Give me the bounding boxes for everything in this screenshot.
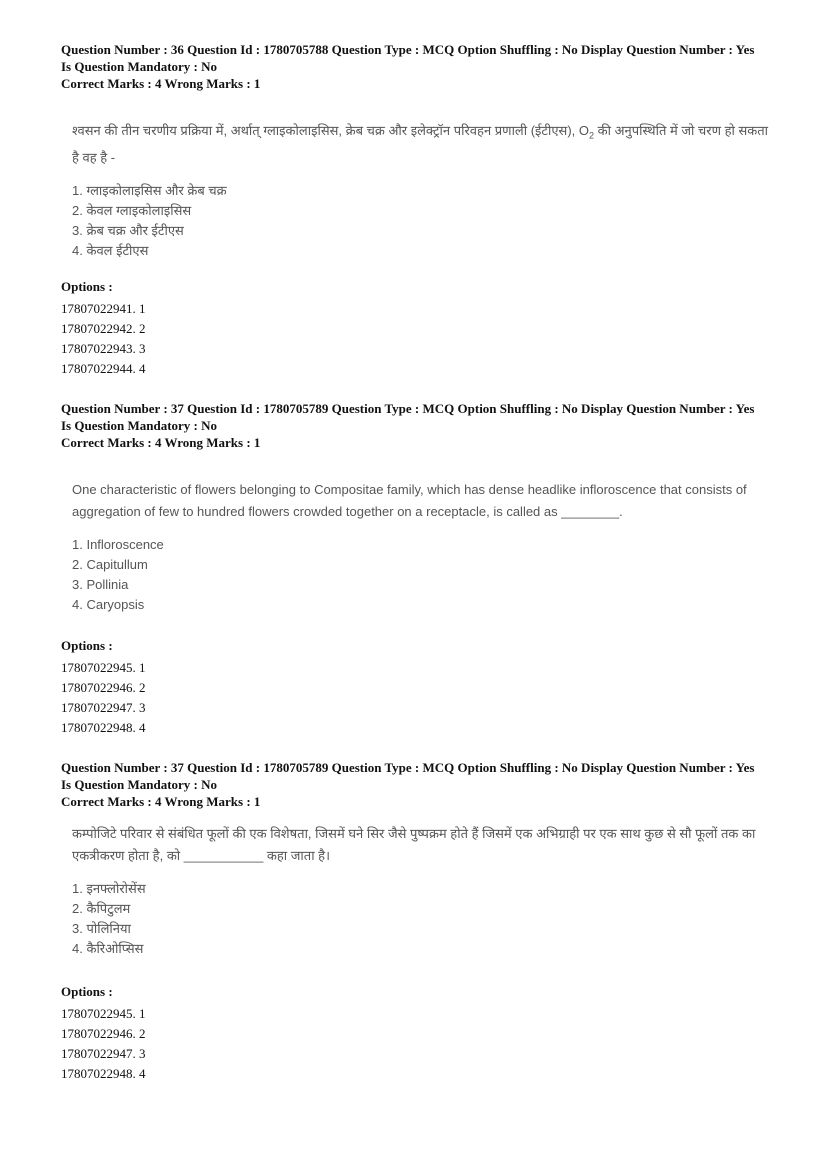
choice-item: 4. कैरिओप्सिस <box>72 941 144 956</box>
choice-item: 1. इनफ्लोरोसेंस <box>72 881 146 896</box>
mandatory-line: Is Question Mandatory : No <box>61 59 218 74</box>
options-section <box>61 983 781 1084</box>
option-row: 17807022944. 4 <box>61 361 146 376</box>
choice-item: 4. Caryopsis <box>72 597 145 612</box>
question-meta-line: Question Number : 37 Question Id : 1780705789 Question Type : MCQ Option Shuffling : No Display Question Number : Yes <box>61 401 755 416</box>
options-section <box>61 637 781 738</box>
options-section <box>61 278 781 379</box>
choice-item: 2. केवल ग्लाइकोलाइसिस <box>72 202 192 218</box>
marks-line: Correct Marks : 4 Wrong Marks : 1 <box>61 794 261 809</box>
question-body <box>72 823 772 959</box>
option-row: 17807022945. 1 <box>61 1006 146 1021</box>
marks-line: Correct Marks : 4 Wrong Marks : 1 <box>61 76 261 91</box>
question-meta-line: Question Number : 36 Question Id : 1780705788 Question Type : MCQ Option Shuffling : No Display Question Number : Yes <box>61 42 755 57</box>
choice-item: 1. ग्लाइकोलाइसिस और क्रेब चक्र <box>72 182 227 198</box>
option-row: 17807022948. 4 <box>61 1066 146 1081</box>
options-title: Options : <box>61 638 113 653</box>
options-title: Options : <box>61 279 113 294</box>
choice-item: 3. Pollinia <box>72 577 129 592</box>
choice-item: 1. Infloroscence <box>72 537 164 552</box>
option-row: 17807022943. 3 <box>61 341 146 356</box>
option-row: 17807022946. 2 <box>61 1026 146 1041</box>
question-text: श्वसन की तीन चरणीय प्रक्रिया में, अर्थात् ग्लाइकोलाइसिस, क्रेब चक्र और इलेक्ट्रॉन परिवहन प्रणाली (ईटीएस), $O_2$ की अनुपस्थिति में जो चरण हो सकता है वह है - <box>72 123 769 165</box>
question-meta-line: Question Number : 37 Question Id : 1780705789 Question Type : MCQ Option Shuffling : No Display Question Number : Yes <box>61 760 755 775</box>
option-row: 17807022942. 2 <box>61 321 146 336</box>
question-header <box>61 759 781 810</box>
option-row: 17807022948. 4 <box>61 720 146 735</box>
choice-item: 3. क्रेब चक्र और ईटीएस <box>72 222 184 238</box>
options-title: Options : <box>61 984 113 999</box>
question-text: कम्पोजिटे परिवार से संबंधित फूलों की एक विशेषता, जिसमें घने सिर जैसे पुष्पक्रम होते हैं जिसमें एक अभिग्राही पर एक साथ कुछ से सौ फूलों तक का एकत्रीकरण होता है, को ___________ कहा जाता है। <box>72 826 756 863</box>
choice-item: 2. कैपिटुलम <box>72 901 131 916</box>
option-row: 17807022941. 1 <box>61 301 146 316</box>
question-header <box>61 400 781 451</box>
option-row: 17807022947. 3 <box>61 1046 146 1061</box>
option-row: 17807022946. 2 <box>61 680 146 695</box>
question-text: One characteristic of flowers belonging to Compositae family, which has dense headlike infloroscence that consists of aggregation of few to hundred flowers crowded together on a receptacle, is called as ________. <box>72 482 747 519</box>
question-header <box>61 41 781 92</box>
question-body <box>72 479 772 615</box>
mandatory-line: Is Question Mandatory : No <box>61 418 218 433</box>
option-row: 17807022945. 1 <box>61 660 146 675</box>
marks-line: Correct Marks : 4 Wrong Marks : 1 <box>61 435 261 450</box>
choice-item: 4. केवल ईटीएस <box>72 242 149 258</box>
choice-item: 2. Capitullum <box>72 557 148 572</box>
question-body <box>72 120 772 261</box>
choice-item: 3. पोलिनिया <box>72 921 131 936</box>
mandatory-line: Is Question Mandatory : No <box>61 777 218 792</box>
option-row: 17807022947. 3 <box>61 700 146 715</box>
